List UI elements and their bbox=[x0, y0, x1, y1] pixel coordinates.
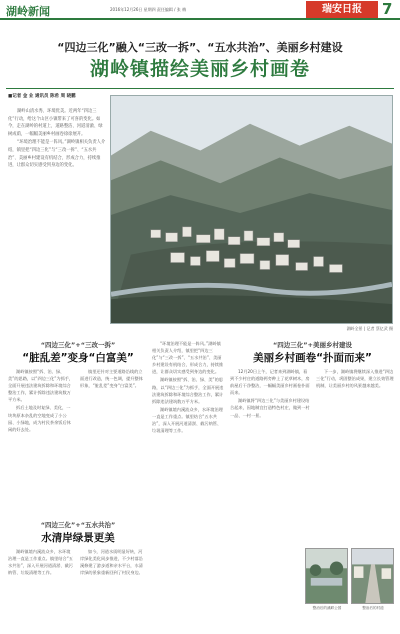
thumbnail-photo bbox=[351, 548, 394, 604]
section-title: “四边三化”+“三改一拆” bbox=[40, 341, 116, 349]
lead-paragraph: 湖岭山清水秀、环境优美。近两年“四边三化”行动，给这个山区小镇带来了可喜的变化。如今，走在湖岭的村道上，道路整洁、河道清澈、绿树成荫，一幅幅美丽乡村画卷徐徐展开。 bbox=[8, 109, 103, 137]
section-headline: 美丽乡村画卷“扑面而来” bbox=[253, 352, 372, 364]
park-image bbox=[306, 549, 347, 603]
paragraph: 湖岭镇境内溪流众多，水环境治理一直是工作重点。镇里结合“五水共治”，深入开展河道清淤、截污纳管、垃圾清理等工作。 bbox=[8, 549, 73, 576]
town-panorama-image bbox=[111, 96, 392, 323]
section-text-column bbox=[8, 368, 74, 518]
paragraph: 下一步，湖岭镇将继续深入推进“四边三化”行动，巩固整治成果，建立长效管理机制，让美丽乡村的风景越来越美。 bbox=[316, 369, 394, 389]
continuation-column bbox=[152, 340, 224, 630]
paragraph: 湖岭镇按照“拆、治、绿、美”的思路，以“四边三化”为抓手，全面开展违法建筑拆除和环境综合整治工作，累计拆除违法建筑数万平方米。 bbox=[8, 369, 74, 403]
panorama-photo bbox=[110, 95, 393, 324]
section-headline: “脏乱差”变身“白富美” bbox=[22, 352, 134, 364]
page-header bbox=[0, 0, 400, 20]
paragraph: 湖岭镇按照“拆、治、绿、美”的思路，以“四边三化”为抓手，全面开展违法建筑拆除和环境综合整治工作，累计拆除违法建筑数万平方米。 bbox=[152, 377, 224, 404]
section-text-column bbox=[80, 368, 146, 518]
article-subhead: “四边三化”融入“三改一拆”、“五水共治”、美丽乡村建设 bbox=[57, 41, 343, 54]
thumbnail-photo bbox=[305, 548, 348, 604]
page-number: 7 bbox=[382, 0, 393, 18]
lead-paragraph: “环境治理不能是一阵风。”湖岭镇相关负责人介绍，镇里把“四边三化”与“三改一拆”、“五水共治”、美丽乡村建设有机结合，形成合力，持续推进，让群众切实感受到身边的变化。 bbox=[8, 140, 106, 169]
paragraph: 拆后土地及时复绿、美化，一块块原本杂乱的空地变成了小公园、小绿地，成为村民茶余饭后休闲的好去处。 bbox=[8, 405, 71, 432]
section-text-column bbox=[8, 548, 74, 630]
photo-caption: 湖岭全景 | 记者 蔡亿武 摄 bbox=[346, 326, 393, 331]
byline: ■记者 金 业 通讯员 陈希 周 晓鹏 bbox=[8, 94, 76, 99]
lead-column bbox=[8, 108, 106, 171]
paragraph: 如今，河道水质明显好转，河岸绿化美化同步推进，不少村落沿溪修建了游步道和亲水平台，水清岸绿的景象重新回到了村民身边。 bbox=[80, 549, 143, 576]
paragraph: 湖岭镇将“四边三化”与美丽乡村建设结合起来，因地制宜打造特色村庄，做到一村一品、一村一景。 bbox=[230, 398, 310, 418]
section-title: “四边三化”+“五水共治” bbox=[40, 521, 116, 529]
headline-rule bbox=[6, 88, 394, 89]
newspaper-masthead: 瑞安日报 bbox=[306, 1, 378, 18]
village-road-image bbox=[352, 549, 393, 603]
paragraph: 镇里还针对主要道路沿线的立面进行改造，统一色调，提升整体形象，“脏乱差”变身“白富美”。 bbox=[80, 369, 143, 389]
section-name: 湖岭新闻 bbox=[6, 5, 50, 18]
section-text-column bbox=[80, 548, 146, 630]
section-headline: 水清岸绿景更美 bbox=[41, 532, 115, 544]
article-headline: 湖岭镇描绘美丽乡村画卷 bbox=[89, 58, 310, 80]
thumbnail-caption: 整治后的村道 bbox=[362, 606, 384, 610]
thumbnail-photos bbox=[305, 548, 395, 612]
dateline: 2016年12月26日 星期四 责任编辑 / 张 梅 bbox=[110, 7, 187, 12]
paragraph: 12月20日上午，记者来到湖岭镇，看到不少村庄的道路两旁种上了花草树木，房前屋后干净整洁，一幅幅美丽乡村画卷扑面而来。 bbox=[230, 369, 310, 396]
paragraph: 湖岭镇境内溪流众多，水环境治理一直是工作重点。镇里结合“五水共治”，深入开展河道清淤、截污纳管、垃圾清理等工作。 bbox=[152, 406, 223, 434]
section-title: “四边三化”+美丽乡村建设 bbox=[273, 341, 352, 349]
paragraph: “环境治理不能是一阵风。”湖岭镇相关负责人介绍，镇里把“四边三化”与“三改一拆”、“五水共治”、美丽乡村建设有机结合，形成合力，持续推进，让群众切实感受到身边的变化。 bbox=[152, 341, 224, 375]
thumbnail-caption: 整治后的溪畔公园 bbox=[312, 606, 342, 610]
section-text-column bbox=[316, 368, 396, 544]
section-text-column bbox=[230, 368, 310, 630]
